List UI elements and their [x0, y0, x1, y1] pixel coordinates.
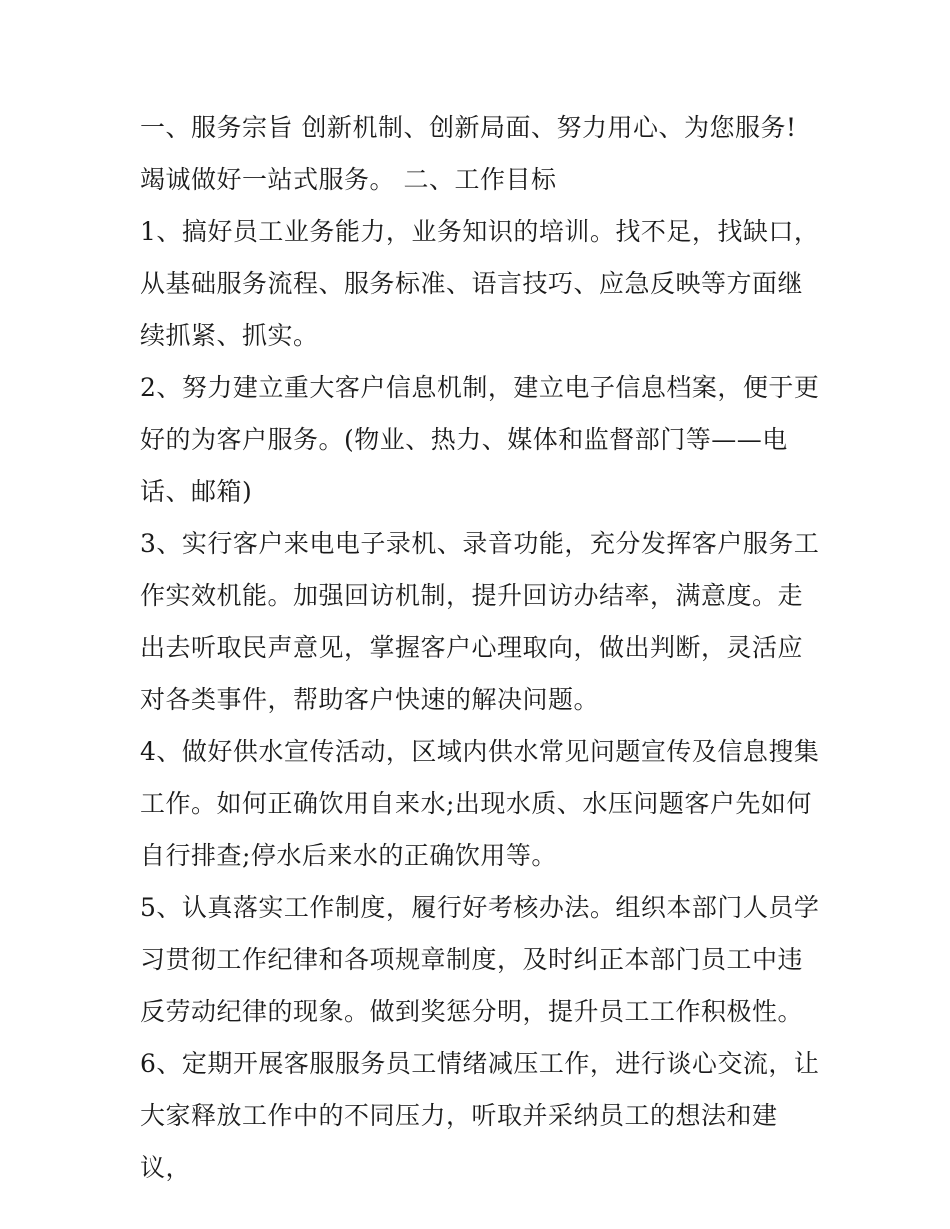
paragraph-goal-2: 2、努力建立重大客户信息机制，建立电子信息档案，便于更好的为客户服务。(物业、热力、媒体和监督部门等——电话、邮箱): [140, 373, 820, 506]
document-body: [140, 102, 820, 1194]
paragraph-goal-1: 1、搞好员工业务能力，业务知识的培训。找不足，找缺口，从基础服务流程、服务标准、语言技巧、应急反映等方面继续抓紧、抓实。: [140, 217, 820, 350]
paragraph-goal-3: 3、实行客户来电电子录机、录音功能，充分发挥客户服务工作实效机能。加强回访机制，提升回访办结率，满意度。走出去听取民声意见，掌握客户心理取向，做出判断，灵活应对各类事件，帮助客户快速的解决问题。: [140, 529, 820, 714]
paragraph-goal-5: 5、认真落实工作制度，履行好考核办法。组织本部门人员学习贯彻工作纪律和各项规章制度，及时纠正本部门员工中违反劳动纪律的现象。做到奖惩分明，提升员工工作积极性。: [140, 893, 820, 1026]
paragraph-service-purpose: 一、服务宗旨 创新机制、创新局面、努力用心、为您服务!竭诚做好一站式服务。 二、工作目标: [140, 113, 797, 194]
paragraph-goal-4: 4、做好供水宣传活动，区域内供水常见问题宣传及信息搜集工作。如何正确饮用自来水;出现水质、水压问题客户先如何自行排查;停水后来水的正确饮用等。: [140, 737, 820, 870]
paragraph-goal-6: 6、定期开展客服服务员工情绪减压工作，进行谈心交流，让大家释放工作中的不同压力，听取并采纳员工的想法和建议，: [140, 1049, 820, 1182]
